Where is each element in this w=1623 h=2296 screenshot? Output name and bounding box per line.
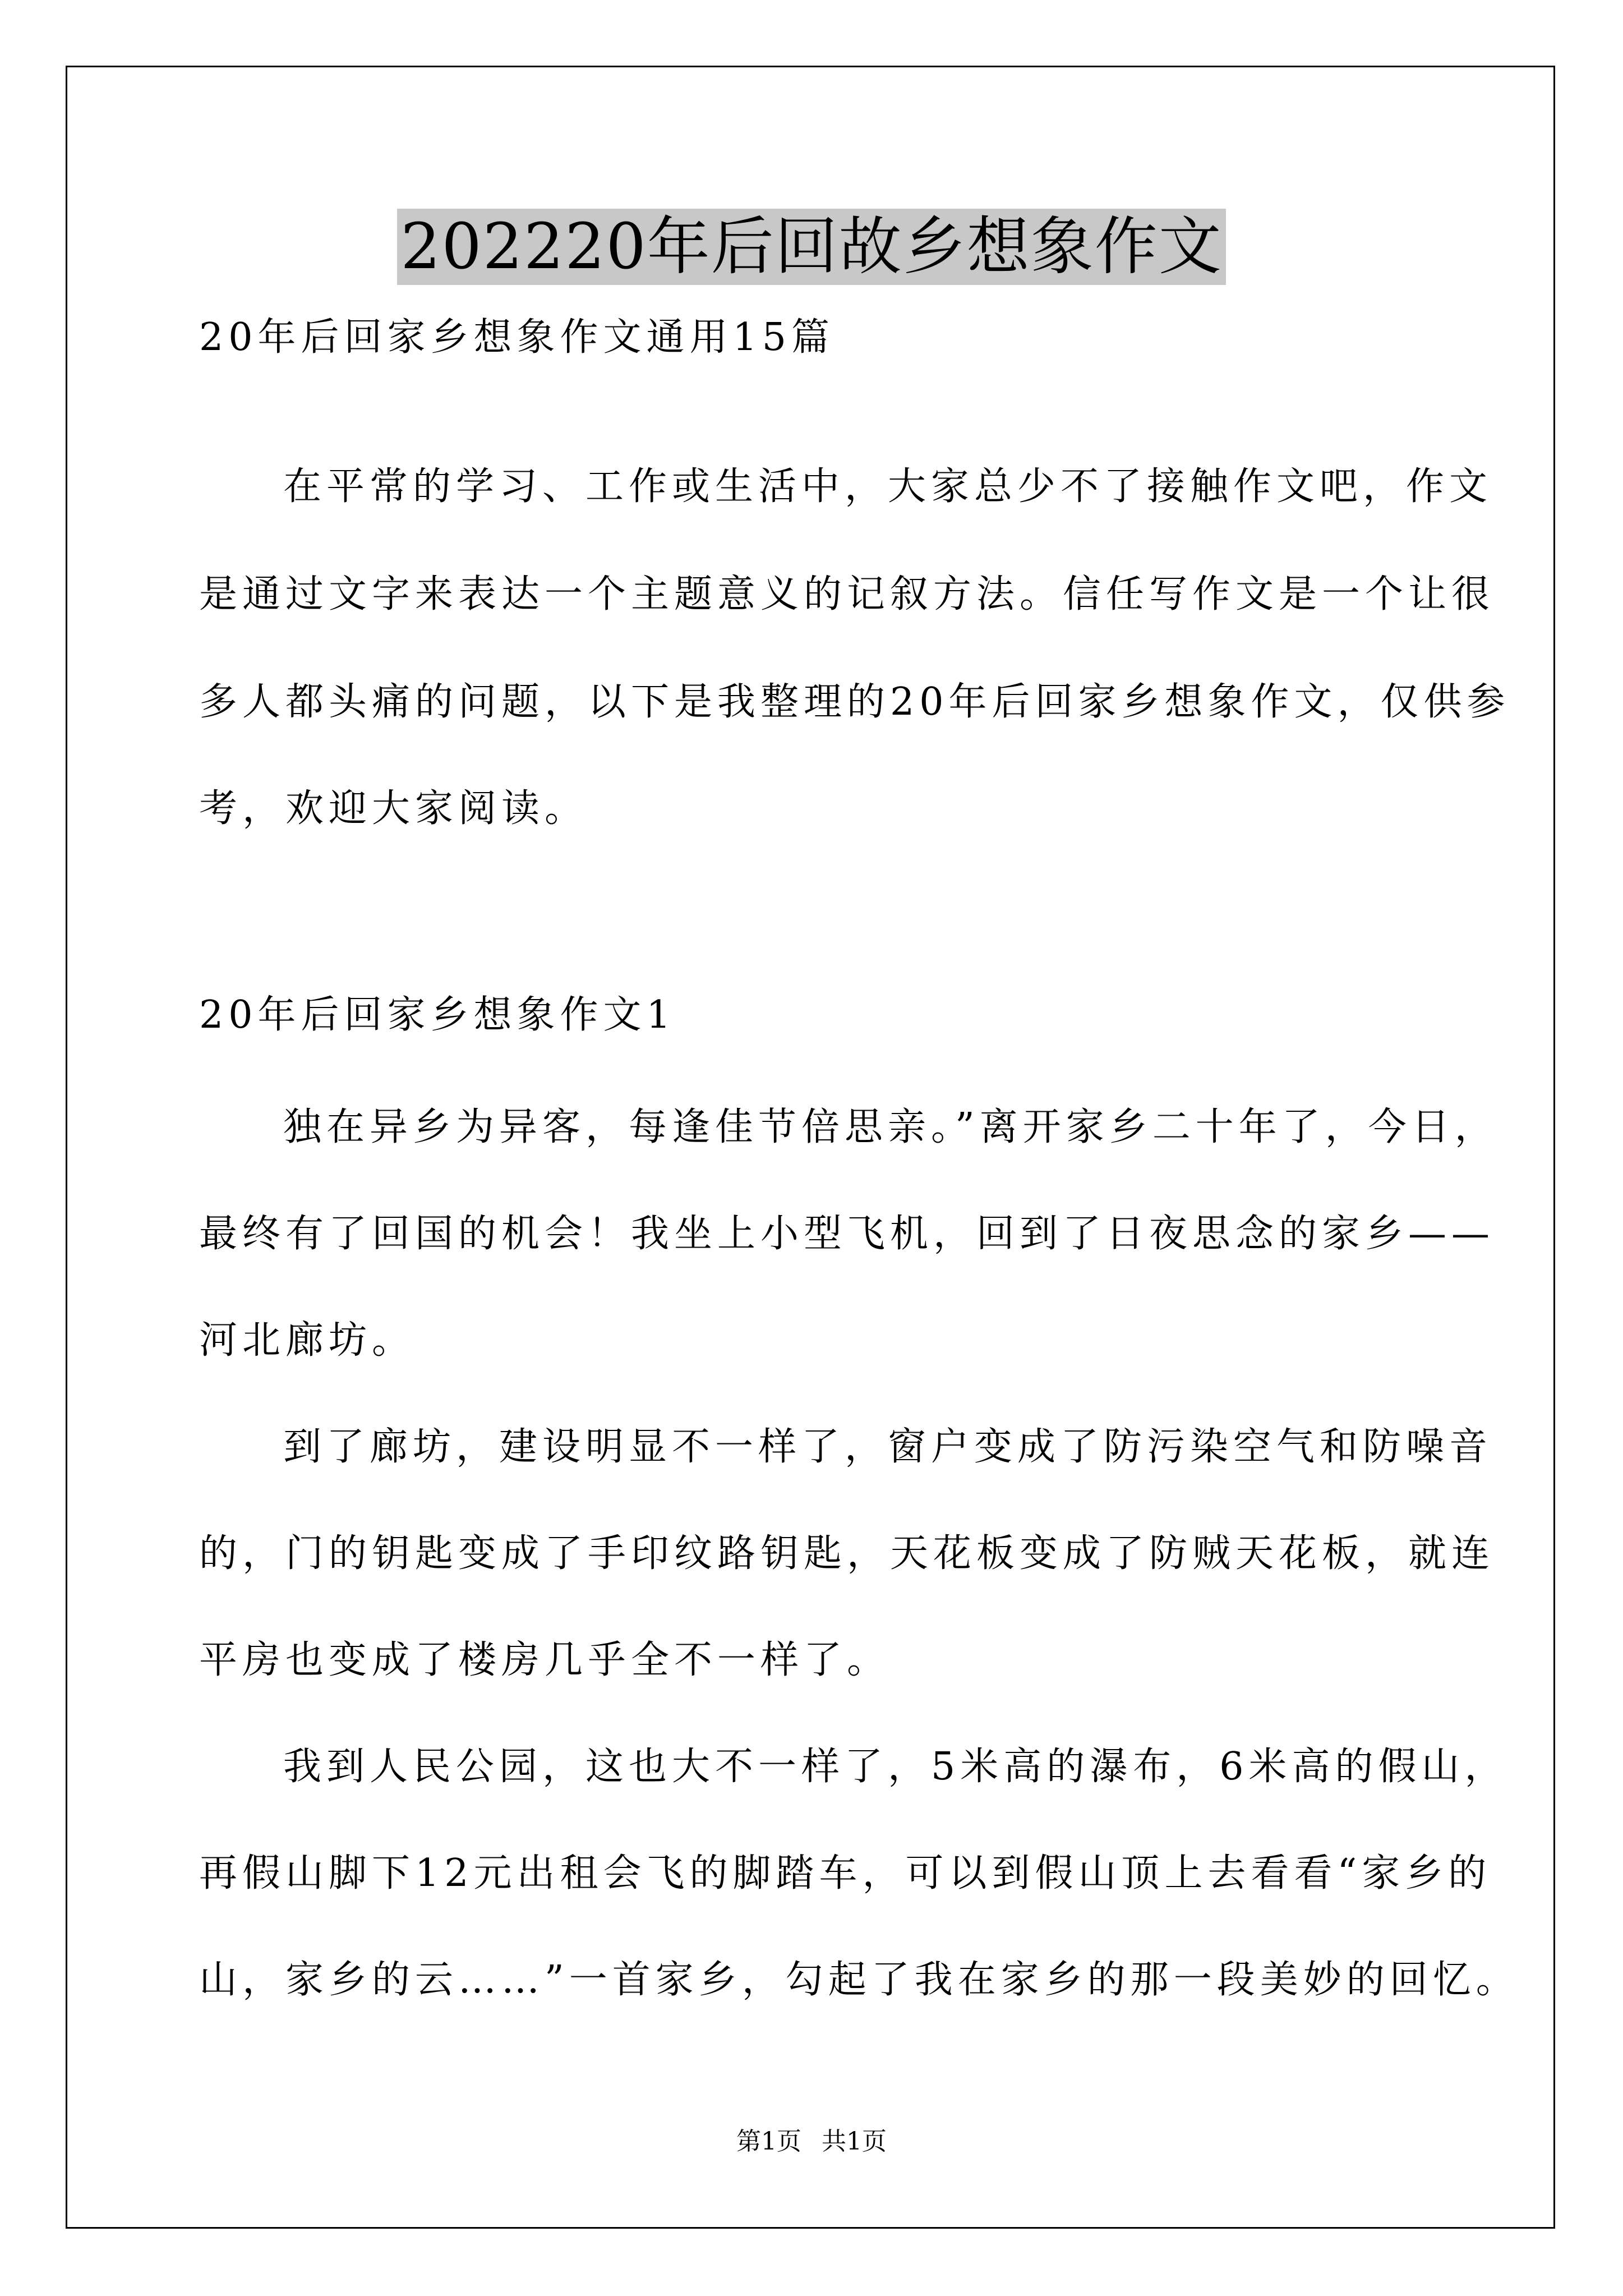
intro-line-4: 考，欢迎大家阅读。 [199,786,588,831]
paragraph1-line-3: 河北廊坊。 [199,1318,416,1363]
intro-line-3: 多人都头痛的问题，以下是我整理的20年后回家乡想象作文，仅供参 [199,680,1510,724]
paragraph3-line-1: 我到人民公园，这也大不一样了，5米高的瀑布，6米高的假山， [283,1745,1508,1789]
paragraph2-line-2: 的，门的钥匙变成了手印纹路钥匙，天花板变成了防贼天花板，就连 [199,1531,1495,1576]
page-total: 共1页 [822,2127,887,2156]
section-heading: 20年后回家乡想象作文1 [199,993,676,1037]
paragraph2-line-1: 到了廊坊，建设明显不一样了，窗户变成了防污染空气和防噪音 [283,1425,1493,1469]
document-title: 202220年后回故乡想象作文 [397,209,1226,285]
intro-line-2: 是通过文字来表达一个主题意义的记叙方法。信任写作文是一个让很 [199,572,1495,616]
paragraph2-line-3: 平房也变成了楼房几乎全不一样了。 [199,1638,891,1682]
paragraph3-line-3: 山，家乡的云……”一首家乡，勾起了我在家乡的那一段美妙的回忆。 [199,1958,1519,2002]
intro-line-1: 在平常的学习、工作或生活中，大家总少不了接触作文吧，作文 [283,464,1493,509]
page-footer [0,2126,1623,2157]
paragraph3-line-2: 再假山脚下12元出租会飞的脚踏车，可以到假山顶上去看看“家乡的 [199,1851,1492,1895]
page-current: 第1页 [736,2127,801,2156]
paragraph1-line-1: 独在异乡为异客，每逢佳节倍思亲。”离开家乡二十年了，今日， [283,1105,1498,1149]
paragraph1-line-2: 最终有了回国的机会！我坐上小型飞机，回到了日夜思念的家乡—— [199,1212,1495,1256]
subtitle: 20年后回家乡想象作文通用15篇 [199,315,835,360]
title-container [0,209,1623,285]
